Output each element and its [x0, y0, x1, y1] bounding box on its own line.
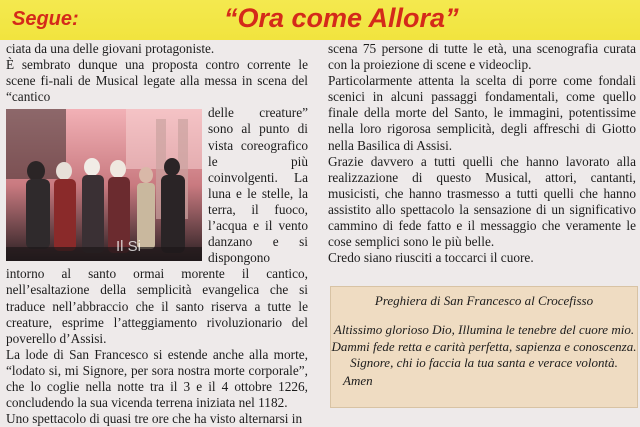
paragraph-creature: delle creature” sono al punto di vista coreografico le più coinvolgenti. La luna e le stelle, la terra, il fuoco, l’acqua e il vento danzano e si dispongono intorno al santo ormai morente il cantico, nell’esaltazione della semplicità evangelica che si traduce nell’abbraccio che il santo riserva a tutte le creature, esprime l’atteggiamento rivoluzionario del poverello d’Assisi.	[6, 105, 308, 346]
paragraph-scena: scena 75 persone di tutte le età, una scenografia curata con la proiezione di scene e videoclip.	[328, 41, 636, 73]
prayer-amen: Amen	[343, 373, 373, 388]
section-header	[0, 0, 640, 40]
prayer-line-2: Dammi fede retta e carità perfetta, sapienza e conoscenza.	[331, 338, 637, 354]
paragraph-lode: La lode di San Francesco si estende anche alla morte, “lodato si, mi Signore, per sora nostra morte corporale”, che lo coglie nella notte tra il 3 e il 4 ottobre 1226, concludendo la sua vicenda terrena iniziata nel 1182.	[6, 346, 308, 411]
photo-caption-fragment: Il Si	[116, 238, 142, 256]
prayer-text	[331, 322, 637, 372]
prayer-title: Preghiera di San Francesco al Crocefisso	[374, 293, 594, 308]
paragraph-grazie: Grazie davvero a tutti quelli che hanno lavorato alla realizzazione di questo Musical, attori, cantanti, musicisti, che hanno trasmesso a tutti quelli che hanno assistito allo spettacolo la sensazione di un significativo cammino di fede fatto e il messaggio che veramente le cose semplici sono le più belle.	[328, 153, 636, 250]
prayer-line-3: Signore, chi io faccia la tua santa e verace volontà.	[350, 355, 618, 370]
stage-photo	[6, 109, 202, 261]
paragraph-cuore: Credo siano riusciti a toccarci il cuore.	[328, 250, 534, 266]
stage-photo-illustration	[6, 109, 202, 261]
right-column	[328, 41, 636, 266]
segue-label: Segue:	[12, 8, 79, 30]
paragraph-scene-finali	[6, 57, 308, 105]
prayer-line-1: Altissimo glorioso Dio, Illumina le tenebre del cuore mio.	[333, 322, 635, 337]
left-column	[6, 41, 308, 427]
paragraph-scene-finali-start: È sembrato dunque una proposta contro corrente le scene fi-nali de Musical legate alla messa in scena del “cantico	[6, 57, 308, 105]
article-title: “Ora come Allora”	[224, 3, 459, 33]
prayer-box	[330, 286, 638, 408]
paragraph-spettacolo: Uno spettacolo di quasi tre ore che ha visto alternarsi in	[6, 411, 303, 427]
intro-line: ciata da una delle giovani protagoniste.	[6, 41, 215, 56]
paragraph-fondali: Particolarmente attenta la scelta di porre come fondali scenici in alcuni passaggi fondamentali, come quello finale della morte del Santo, le immagini, potentissime nella loro rigorosa semplicità, degli affreschi di Giotto nella Basilica di Assisi.	[328, 73, 636, 153]
